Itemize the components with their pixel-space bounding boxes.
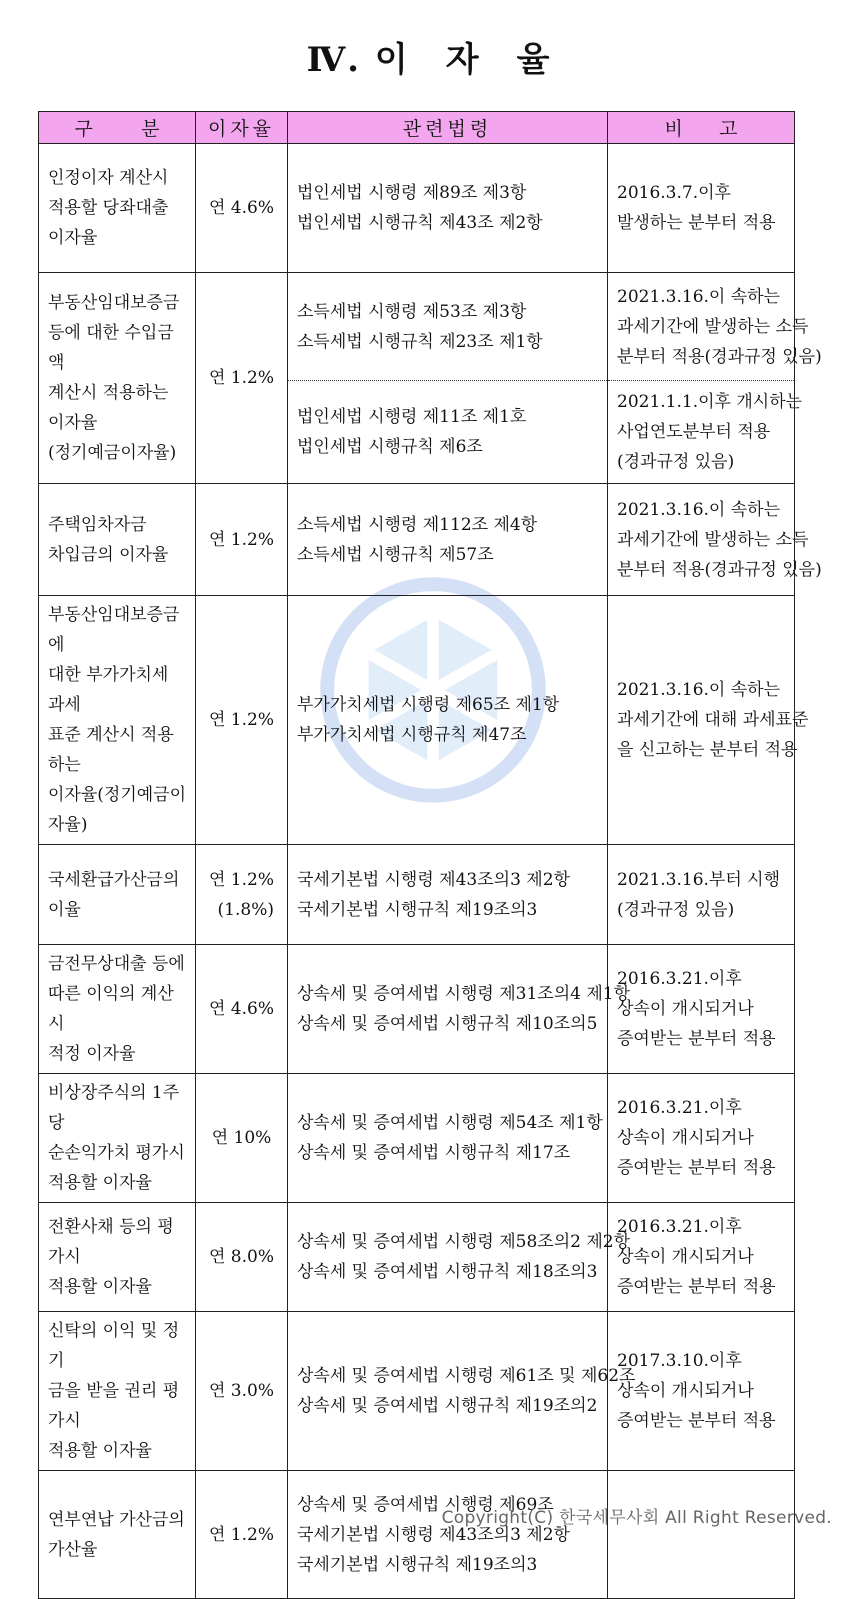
header-rate: 이자율 [196,112,288,144]
header-law: 관련법령 [288,112,608,144]
table-header-row [39,112,795,144]
row-note: 2021.3.16.이 속하는 과세기간에 발생하는 소득 분부터 적용(경과규정 있음) [608,484,795,596]
row-law-2: 법인세법 시행령 제11조 제1호 법인세법 시행규칙 제6조 [288,381,608,484]
table-row [39,945,795,1074]
table-row [39,1312,795,1471]
interest-rate-table [38,111,822,1599]
row-rate: 연 3.0% [196,1312,288,1471]
row-rate: 연 4.6% [196,945,288,1074]
row-law: 국세기본법 시행령 제43조의3 제2항 국세기본법 시행규칙 제19조의3 [288,845,608,945]
row-note: 2016.3.21.이후 상속이 개시되거나 증여받는 분부터 적용 [608,1074,795,1203]
row-note: 2021.3.16.이 속하는 과세기간에 대해 과세표준 을 신고하는 분부터 적용 [608,596,795,845]
table-row [39,596,795,845]
row-rate: 연 1.2% [196,1471,288,1599]
row-rate: 연 1.2% (1.8%) [196,845,288,945]
row-law: 상속세 및 증여세법 시행령 제58조의2 제2항 상속세 및 증여세법 시행규칙 제18조의3 [288,1203,608,1312]
table-row [39,273,795,381]
table-row [39,484,795,596]
row-law: 소득세법 시행령 제112조 제4항 소득세법 시행규칙 제57조 [288,484,608,596]
row-item: 주택임차자금 차입금의 이자율 [39,484,196,596]
title-char-2: 자 [445,40,481,80]
row-item: 금전무상대출 등에 따른 이익의 계산시 적정 이자율 [39,945,196,1074]
copyright-text: Copyright(C) 한국세무사회 All Right Reserved. [441,1508,832,1528]
header-note: 비 고 [608,112,795,144]
row-law: 상속세 및 증여세법 시행령 제61조 및 제62조 상속세 및 증여세법 시행규칙 제19조의2 [288,1312,608,1471]
row-rate: 연 1.2% [196,596,288,845]
row-note: 2016.3.21.이후 상속이 개시되거나 증여받는 분부터 적용 [608,1203,795,1312]
title-char-1: 이 [374,40,410,80]
row-note: 2017.3.10.이후 상속이 개시되거나 증여받는 분부터 적용 [608,1312,795,1471]
row-law: 상속세 및 증여세법 시행령 제31조의4 제1항 상속세 및 증여세법 시행규칙 제10조의5 [288,945,608,1074]
row-item: 비상장주식의 1주당 순손익가치 평가시 적용할 이자율 [39,1074,196,1203]
row-note: 2016.3.21.이후 상속이 개시되거나 증여받는 분부터 적용 [608,945,795,1074]
row-item: 인정이자 계산시 적용할 당좌대출 이자율 [39,144,196,273]
row-rate: 연 8.0% [196,1203,288,1312]
table-row [39,845,795,945]
row-note-2: 2021.1.1.이후 개시하는 사업연도분부터 적용 (경과규정 있음) [608,381,795,484]
row-rate: 연 10% [196,1074,288,1203]
page-title [0,32,858,81]
row-item: 국세환급가산금의 이율 [39,845,196,945]
row-note: 2021.3.16.이 속하는 과세기간에 발생하는 소득 분부터 적용(경과규정 있음) [608,273,795,381]
row-note: 2016.3.7.이후 발생하는 분부터 적용 [608,144,795,273]
row-rate: 연 1.2% [196,484,288,596]
row-rate: 연 4.6% [196,144,288,273]
row-law: 소득세법 시행령 제53조 제3항 소득세법 시행규칙 제23조 제1항 [288,273,608,381]
row-law: 법인세법 시행령 제89조 제3항 법인세법 시행규칙 제43조 제2항 [288,144,608,273]
row-item: 부동산임대보증금에 대한 부가가치세 과세 표준 계산시 적용하는 이자율(정기예금이자율) [39,596,196,845]
row-rate: 연 1.2% [196,273,288,484]
table-row [39,1203,795,1312]
row-rate-sub: (1.8%) [217,899,274,920]
row-item: 연부연납 가산금의 가산율 [39,1471,196,1599]
table-row [39,1471,795,1599]
row-item: 부동산임대보증금 등에 대한 수입금액 계산시 적용하는 이자율 (정기예금이자율) [39,273,196,484]
row-law: 상속세 및 증여세법 시행령 제69조 국세기본법 시행령 제43조의3 제2항 국세기본법 시행규칙 제19조의3 [288,1471,608,1599]
row-note: 2021.3.16.부터 시행 (경과규정 있음) [608,845,795,945]
row-item: 신탁의 이익 및 정기 금을 받을 권리 평가시 적용할 이자율 [39,1312,196,1471]
title-roman: Ⅳ. [306,40,375,80]
row-item: 전환사채 등의 평가시 적용할 이자율 [39,1203,196,1312]
row-law: 부가가치세법 시행령 제65조 제1항 부가가치세법 시행규칙 제47조 [288,596,608,845]
table-row [39,144,795,273]
header-category: 구 분 [39,112,196,144]
table-row [39,1074,795,1203]
row-note [608,1471,795,1599]
title-char-3: 율 [516,40,552,80]
row-law: 상속세 및 증여세법 시행령 제54조 제1항 상속세 및 증여세법 시행규칙 제17조 [288,1074,608,1203]
